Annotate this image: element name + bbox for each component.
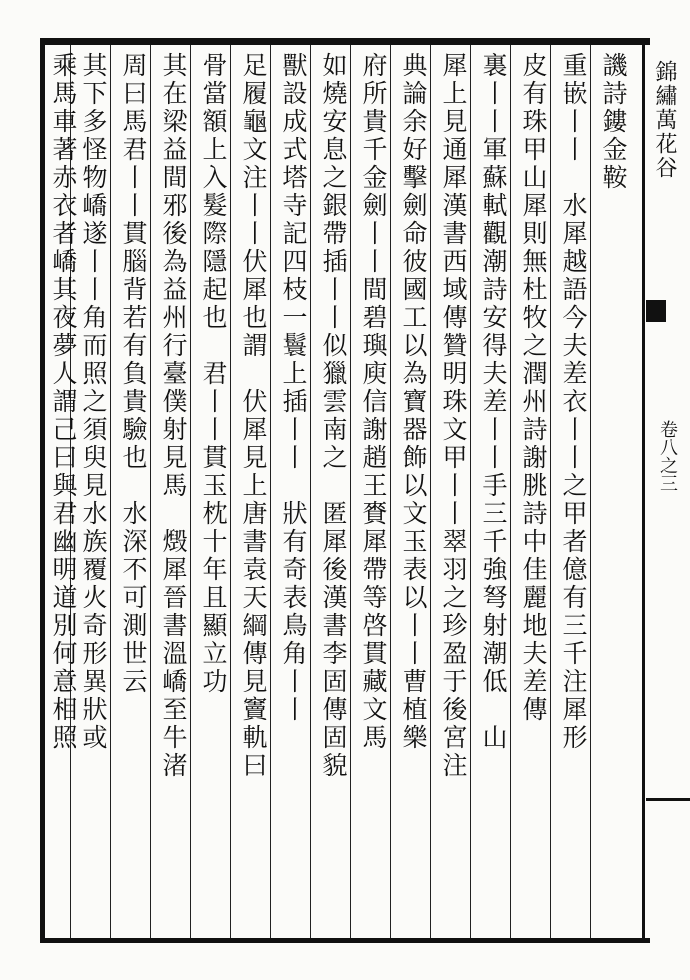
text-column: 典論余好擊劍命彼國工以為寶器飾以文玉表以丨丨曹植樂 <box>399 52 428 752</box>
text-column: 皮有珠甲山犀則無杜牧之潤州詩謝朓詩中佳麗地夫差傳 <box>519 52 548 724</box>
column-divider <box>350 45 351 938</box>
text-column: 足履龜文注丨丨伏犀也謂 伏犀見上唐書袁天綱傳見竇軌曰 <box>239 52 268 780</box>
column-divider <box>230 45 231 938</box>
text-column: 其下多怪物嶠遂丨丨角而照之須臾見水族覆火奇形異狀或 <box>79 52 108 752</box>
text-column: 重嵌丨丨 水犀越語今夫差衣丨丨之甲者億有三千注犀形 <box>559 52 588 752</box>
column-divider <box>190 45 191 938</box>
text-column: 犀上見通犀漢書西域傳贊明珠文甲丨丨翠羽之珍盈于後宮注 <box>439 52 468 780</box>
text-column: 譏詩鏤金鞍 <box>599 52 628 192</box>
fold-mark-line <box>646 798 690 801</box>
text-column: 其在梁益間邪後為益州行臺僕射見馬 燬犀晉書溫嶠至牛渚 <box>159 52 188 780</box>
column-divider <box>150 45 151 938</box>
column-divider <box>430 45 431 938</box>
column-divider <box>590 45 591 938</box>
margin-rule <box>642 38 645 943</box>
text-column: 獸設成式塔寺記四枝一鬟上插丨丨 狀有奇表鳥角丨丨 <box>279 52 308 724</box>
text-column: 如燒安息之銀帶插丨丨似獵雲南之 匿犀後漢書李固傳固貌 <box>319 52 348 780</box>
text-column: 乘馬車著赤衣者嶠其夜夢人謂己曰與君幽明道別何意相照 <box>49 52 78 752</box>
column-divider <box>470 45 471 938</box>
frame-left-border <box>40 38 45 943</box>
text-column: 骨當額上入髮際隱起也 君丨丨貫玉枕十年且顯立功 <box>199 52 228 696</box>
frame-bottom-border <box>40 938 650 943</box>
volume-marker: 卷八之三 <box>657 420 678 492</box>
column-divider <box>270 45 271 938</box>
book-title-fragment: 錦繡萬花谷 <box>652 60 677 180</box>
text-column: 裏丨丨軍蘇軾觀潮詩安得夫差丨丨手三千強弩射潮低 山 <box>479 52 508 752</box>
frame-top-border <box>40 38 650 45</box>
column-divider <box>390 45 391 938</box>
text-column: 府所貴千金劍丨丨間碧璵庾信謝趙王賚犀帶等啓貫藏文馬 <box>359 52 388 752</box>
fold-mark-block <box>646 300 666 322</box>
column-divider <box>110 45 111 938</box>
column-divider <box>510 45 511 938</box>
column-divider <box>550 45 551 938</box>
text-column: 周曰馬君丨丨貫腦背若有負貴驗也 水深不可測世云 <box>119 52 148 696</box>
column-divider <box>310 45 311 938</box>
